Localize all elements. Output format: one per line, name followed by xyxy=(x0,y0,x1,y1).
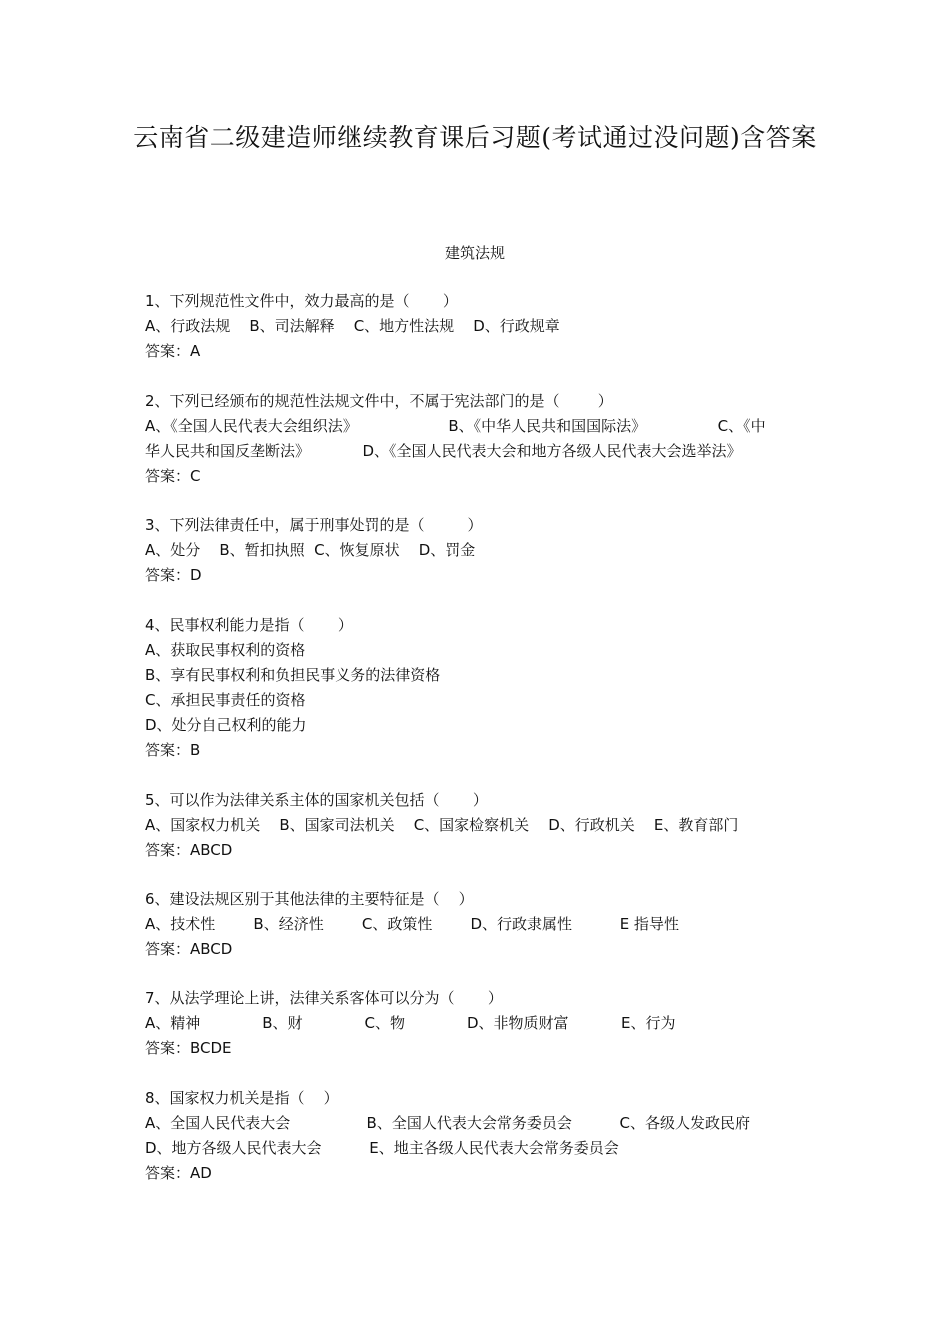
question-4 xyxy=(145,613,815,763)
question-options: A、处分 B、暂扣执照 C、恢复原状 D、罚金 xyxy=(145,541,476,559)
question-text: 2、下列已经颁布的规范性法规文件中，不属于宪法部门的是（ ） xyxy=(145,392,613,410)
question-text: 7、从法学理论上讲，法律关系客体可以分为（ ） xyxy=(145,989,503,1007)
question-answer: 答案：A xyxy=(145,342,201,360)
question-7 xyxy=(145,986,815,1061)
question-answer: 答案：BCDE xyxy=(145,1039,232,1057)
question-options: A、行政法规 B、司法解释 C、地方性法规 D、行政规章 xyxy=(145,317,560,335)
question-6 xyxy=(145,887,815,962)
question-option: B、享有民事权利和负担民事义务的法律资格 xyxy=(145,666,441,684)
question-answer: 答案：D xyxy=(145,566,202,584)
question-text: 5、可以作为法律关系主体的国家机关包括（ ） xyxy=(145,791,488,809)
question-answer: 答案：ABCD xyxy=(145,940,233,958)
question-options: D、地方各级人民代表大会 E、地主各级人民代表大会常务委员会 xyxy=(145,1139,619,1157)
section-heading: 建筑法规 xyxy=(444,244,505,262)
question-answer: 答案：C xyxy=(145,467,201,485)
question-answer: 答案：AD xyxy=(145,1164,212,1182)
question-5 xyxy=(145,788,815,863)
question-answer: 答案：ABCD xyxy=(145,841,233,859)
question-option: C、承担民事责任的资格 xyxy=(145,691,306,709)
question-options: 华人民共和国反垄断法》 D、《全国人民代表大会和地方各级人民代表大会选举法》 xyxy=(145,442,742,460)
question-options: A、国家权力机关 B、国家司法机关 C、国家检察机关 D、行政机关 E、教育部门 xyxy=(145,816,739,834)
question-text: 8、国家权力机关是指（ ） xyxy=(145,1089,339,1107)
question-text: 1、下列规范性文件中，效力最高的是（ ） xyxy=(145,292,458,310)
question-answer: 答案：B xyxy=(145,741,201,759)
question-text: 6、建设法规区别于其他法律的主要特征是（ ） xyxy=(145,890,474,908)
question-1 xyxy=(145,289,815,364)
question-option: A、获取民事权利的资格 xyxy=(145,641,306,659)
question-8 xyxy=(145,1086,815,1186)
question-options: A、《全国人民代表大会组织法》 B、《中华人民共和国国际法》 C、《中 xyxy=(145,417,766,435)
question-option: D、处分自己权利的能力 xyxy=(145,716,307,734)
question-options: A、技术性 B、经济性 C、政策性 D、行政隶属性 E 指导性 xyxy=(145,915,679,933)
question-options: A、全国人民代表大会 B、全国人代表大会常务委员会 C、各级人发政民府 xyxy=(145,1114,750,1132)
question-2 xyxy=(145,389,815,489)
question-options: A、精神 B、财 C、物 D、非物质财富 E、行为 xyxy=(145,1014,676,1032)
question-text: 3、下列法律责任中，属于刑事处罚的是（ ） xyxy=(145,516,483,534)
question-text: 4、民事权利能力是指（ ） xyxy=(145,616,353,634)
document-title: 云南省二级建造师继续教育课后习题(考试通过没问题)含答案 xyxy=(133,123,817,152)
question-3 xyxy=(145,513,815,588)
